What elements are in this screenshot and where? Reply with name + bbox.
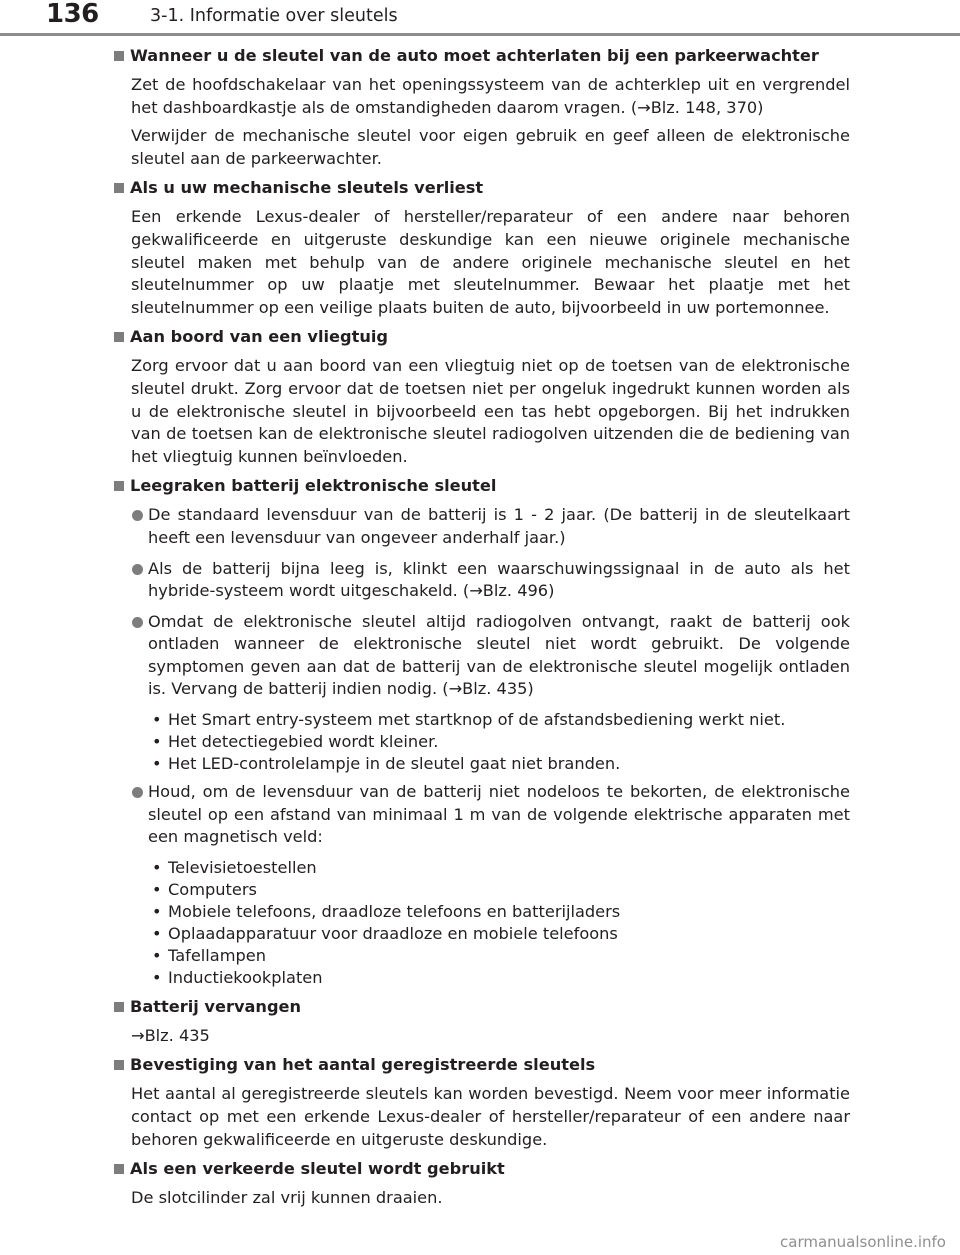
section-heading-text: Als u uw mechanische sleutels verliest <box>130 178 484 198</box>
square-bullet-icon <box>114 51 124 61</box>
section-heading <box>114 1157 850 1181</box>
bullet-text: Omdat de elektronische sleutel altijd radiogolven ontvangt, raakt de batterij ook ontladen wanneer de elektronische sleutel niet wordt gebruikt. De volgende symptomen geven aan dat de batterij van de elektronische sleutel mogelijk ontladen is. Vervang de batterij indien nodig. (→Blz. 435) <box>148 611 850 699</box>
bullet-item <box>114 504 850 549</box>
paragraph: Zorg ervoor dat u aan boord van een vliegtuig niet op de toetsen van de elektronische sleutel drukt. Zorg ervoor dat de toetsen niet per ongeluk ingedrukt kunnen worden als u de elektronische sleutel in bijvoorbeeld een tas hebt opgeborgen. Bij het indrukken van de toetsen kan de elektronische sleutel radiogolven uitzenden die de bediening van het vliegtuig kunnen beïnvloeden. <box>131 356 850 466</box>
paragraph: De slotcilinder zal vrij kunnen draaien. <box>131 1188 443 1208</box>
section-heading <box>114 995 850 1019</box>
paragraph: Een erkende Lexus-dealer of hersteller/reparateur of een andere naar behoren gekwalificeerde en uitgeruste deskundige kan een nieuwe originele mechanische sleutel maken met behulp van de andere originele mechanische sleutel en het sleutelnummer op uw plaatje met sleutelnummer. Bewaar het plaatje met het sleutelnummer op een veilige plaats buiten de auto, bijvoorbeeld in uw portemonnee. <box>131 207 850 317</box>
bullet-text: Houd, om de levensduur van de batterij niet nodeloos te bekorten, de elektronische sleutel op een afstand van minimaal 1 m van de volgende elektrische apparaten met een magnetisch veld: <box>148 782 850 847</box>
section-heading-text: Wanneer u de sleutel van de auto moet achterlaten bij een parkeerwachter <box>130 46 819 65</box>
square-bullet-icon <box>114 1164 124 1174</box>
section-heading <box>114 176 850 200</box>
section-heading-text: Batterij vervangen <box>130 996 302 1016</box>
square-bullet-icon <box>114 1060 124 1070</box>
round-bullet-icon <box>132 787 143 798</box>
sub-list-item: • Computers <box>152 879 850 901</box>
section-heading-text: Leegraken batterij elektronische sleutel <box>130 476 497 496</box>
bullet-text: De standaard levensduur van de batterij is 1 - 2 jaar. (De batterij in de sleutelkaart heeft een levensduur van ongeveer anderhalf jaar.) <box>148 505 850 547</box>
sub-list-item: • Mobiele telefoons, draadloze telefoons en batterijladers <box>152 901 850 923</box>
round-bullet-icon <box>132 617 143 628</box>
section <box>114 44 850 170</box>
square-bullet-icon <box>114 183 124 193</box>
sub-list-item: • Het LED-controlelampje in de sleutel gaat niet branden. <box>152 753 850 775</box>
sub-list-item: • Tafellampen <box>152 945 850 967</box>
square-bullet-icon <box>114 481 124 491</box>
bullet-item <box>114 611 850 701</box>
bullet-item <box>114 781 850 849</box>
section <box>114 325 850 468</box>
section-heading-text: Aan boord van een vliegtuig <box>130 327 389 347</box>
section-heading <box>114 44 850 68</box>
round-bullet-icon <box>132 564 143 575</box>
section-heading <box>114 474 850 498</box>
sub-list-item: • Het Smart entry-systeem met startknop of de afstandsbediening werkt niet. <box>152 709 850 731</box>
square-bullet-icon <box>114 332 124 342</box>
section <box>114 1157 850 1210</box>
section-heading-text: Bevestiging van het aantal geregistreerde sleutels <box>130 1055 596 1075</box>
paragraph: Verwijder de mechanische sleutel voor eigen gebruik en geef alleen de elektronische sleutel aan de parkeerwachter. <box>131 126 850 168</box>
section <box>114 1053 850 1151</box>
sub-list-item: • Inductiekookplaten <box>152 967 850 989</box>
header-rule <box>0 33 960 36</box>
paragraph: Het aantal al geregistreerde sleutels kan worden bevestigd. Neem voor meer informatie contact op met een erkende Lexus-dealer of hersteller/reparateur of een andere naar behoren gekwalificeerde en uitgeruste deskundige. <box>131 1084 850 1149</box>
square-bullet-icon <box>114 1002 124 1012</box>
chapter-title: 3-1. Informatie over sleutels <box>150 6 398 26</box>
sub-list-item: • Het detectiegebied wordt kleiner. <box>152 731 850 753</box>
section <box>114 474 850 989</box>
watermark: carmanualsonline.info <box>780 1233 946 1251</box>
page-header <box>0 0 960 36</box>
sub-list-item: • Televisietoestellen <box>152 857 850 879</box>
section-heading-text: Als een verkeerde sleutel wordt gebruikt <box>130 1159 505 1179</box>
round-bullet-icon <box>132 510 143 521</box>
bullet-text: Als de batterij bijna leeg is, klinkt een waarschuwingssignaal in de auto als het hybride-systeem wordt uitgeschakeld. (→Blz. 496) <box>148 558 850 601</box>
main-content <box>114 44 850 1216</box>
section-heading <box>114 1053 850 1077</box>
section <box>114 995 850 1048</box>
page-number: 136 <box>46 0 99 29</box>
bullet-item <box>114 558 850 603</box>
sub-list <box>114 709 850 775</box>
paragraph: →Blz. 435 <box>131 1025 210 1045</box>
sub-list <box>114 857 850 989</box>
section <box>114 176 850 319</box>
sub-list-item: • Oplaadapparatuur voor draadloze en mobiele telefoons <box>152 923 850 945</box>
section-heading <box>114 325 850 349</box>
paragraph: Zet de hoofdschakelaar van het openingssysteem van de achterklep uit en vergrendel het dashboardkastje als de omstandigheden daarom vragen. (→Blz. 148, 370) <box>131 75 850 117</box>
